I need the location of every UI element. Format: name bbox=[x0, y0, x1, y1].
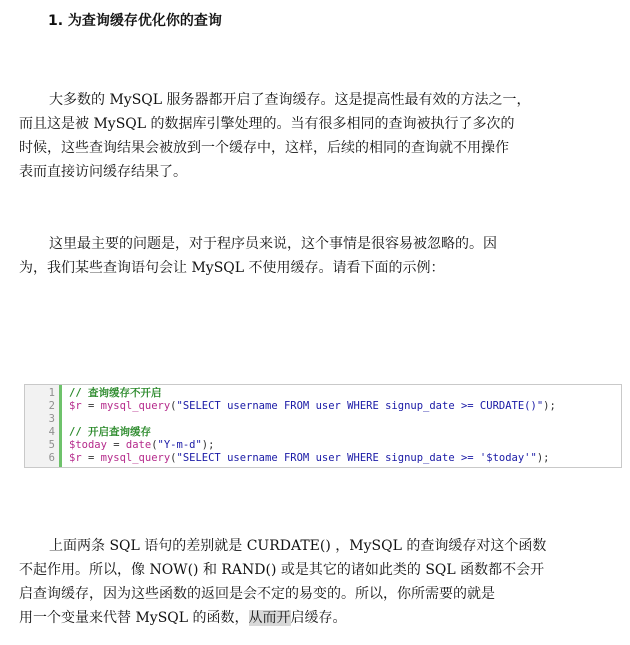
code-operator: = bbox=[106, 439, 126, 451]
line-number: 6 bbox=[48, 452, 55, 464]
text-selection-highlight: 从而开 bbox=[248, 610, 291, 626]
line-number: 2 bbox=[48, 400, 55, 412]
text-segment: 用一个变量来代替 MySQL 的函数， bbox=[19, 610, 249, 626]
paragraph-explanation bbox=[19, 534, 571, 630]
code-variable: $r bbox=[69, 400, 82, 412]
code-paren: ); bbox=[201, 439, 215, 451]
paragraph-main-problem bbox=[19, 232, 571, 280]
paragraph-line: 而且这是被 MySQL 的数据库引擎处理的。当有很多相同的查询被执行了多次的 bbox=[19, 116, 515, 132]
paragraph-line: 为，我们某些查询语句会让 MySQL 不使用缓存。请看下面的示例： bbox=[19, 260, 445, 276]
code-paren: ( bbox=[170, 400, 177, 412]
code-string: "Y-m-d" bbox=[157, 439, 202, 451]
paragraph-query-cache-intro bbox=[19, 88, 571, 184]
code-block bbox=[24, 384, 622, 468]
paragraph-line: 大多数的 MySQL 服务器都开启了查询缓存。这是提高性最有效的方法之一， bbox=[49, 92, 531, 108]
code-string: "SELECT username FROM user WHERE signup_date >= CURDATE()" bbox=[176, 400, 544, 412]
code-variable: $today bbox=[69, 439, 107, 451]
line-number: 5 bbox=[48, 439, 55, 451]
line-number: 3 bbox=[48, 413, 55, 425]
code-string: "SELECT username FROM user WHERE signup_date >= '$today'" bbox=[176, 452, 537, 464]
paragraph-line: 时候，这些查询结果会被放到一个缓存中，这样，后续的相同的查询就不用操作 bbox=[19, 140, 509, 156]
code-comment: // 开启查询缓存 bbox=[69, 426, 151, 438]
line-number: 1 bbox=[48, 387, 55, 399]
code-operator: = bbox=[81, 452, 101, 464]
code-function: mysql_query bbox=[100, 400, 171, 412]
code-paren: ); bbox=[536, 452, 550, 464]
code-paren: ); bbox=[543, 400, 556, 412]
code-variable: $r bbox=[69, 452, 82, 464]
code-paren: ( bbox=[151, 439, 158, 451]
paragraph-line: 这里最主要的问题是，对于程序员来说，这个事情是很容易被忽略的。因 bbox=[49, 236, 497, 252]
paragraph-line: 上面两条 SQL 语句的差别就是 CURDATE() ，MySQL 的查询缓存对这个函数 bbox=[49, 538, 547, 554]
line-number: 4 bbox=[48, 426, 55, 438]
code-comment: // 查询缓存不开启 bbox=[69, 387, 162, 399]
text-segment: 启缓存。 bbox=[290, 610, 347, 626]
paragraph-line: 不起作用。所以，像 NOW() 和 RAND() 或是其它的诸如此类的 SQL 函数都不会开 bbox=[19, 562, 545, 578]
code-function: mysql_query bbox=[100, 452, 171, 464]
code-operator: = bbox=[81, 400, 101, 412]
paragraph-line: 表而直接访问缓存结果了。 bbox=[19, 164, 187, 180]
paragraph-line bbox=[19, 606, 571, 630]
code-paren: ( bbox=[170, 452, 177, 464]
paragraph-line: 启查询缓存，因为这些函数的返回是会不定的易变的。所以，你所需要的就是 bbox=[19, 586, 495, 602]
section-heading: 1. 为查询缓存优化你的查询 bbox=[48, 13, 222, 29]
code-function: date bbox=[125, 439, 152, 451]
